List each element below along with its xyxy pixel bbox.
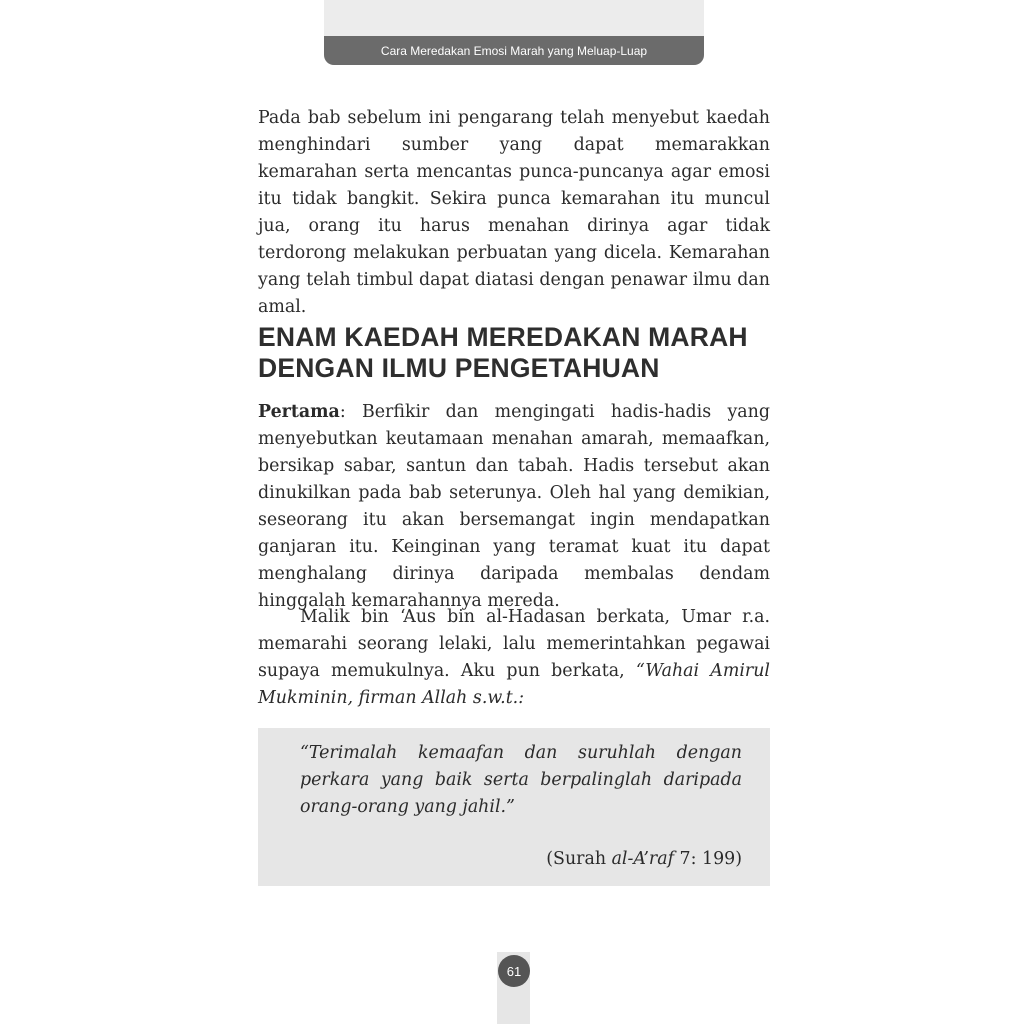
narration-paragraph [258, 604, 770, 712]
section-heading [258, 322, 770, 384]
running-header-title: Cara Meredakan Emosi Marah yang Meluap-Luap [324, 36, 704, 65]
running-header [324, 0, 704, 65]
quote-source-surah: al-A’raf [611, 849, 675, 869]
first-point-lead: Pertama [258, 402, 340, 422]
section-heading-line1: ENAM KAEDAH MEREDAKAN MARAH [258, 322, 748, 352]
quote-source [546, 846, 742, 873]
first-point-paragraph [258, 399, 770, 615]
narration-italic: “Wahai Amirul Mukminin, firman Allah s.w.t.: [258, 661, 770, 708]
quote-source-prefix: (Surah [546, 849, 612, 869]
quran-quote-box [258, 728, 770, 886]
quote-text: “Terimalah kemaafan dan suruhlah dengan perkara yang baik serta berpalinglah daripada orang-orang yang jahil.” [300, 743, 742, 817]
intro-paragraph: Pada bab sebelum ini pengarang telah menyebut kaedah menghindari sumber yang dapat memarakkan kemarahan serta mencantas punca-puncanya agar emosi itu tidak bangkit. Sekira punca kemarahan itu muncul jua, orang itu harus menahan dirinya agar tidak terdorong melakukan perbuatan yang dicela. Kemarahan yang telah timbul dapat diatasi dengan penawar ilmu dan amal. [258, 108, 770, 317]
first-point-text: : Berfikir dan mengingati hadis-hadis yang menyebutkan keutamaan menahan amarah, memaafkan, bersikap sabar, santun dan tabah. Hadis tersebut akan dinukilkan pada bab seterunya. Oleh hal yang demikian, seseorang itu akan bersemangat ingin mendapatkan ganjaran itu. Keinginan yang teramat kuat itu dapat menghalang dirinya daripada membalas dendam hinggalah kemarahannya mereda. [258, 402, 770, 611]
narration-text: Malik bin ‘Aus bin al-Hadasan berkata, Umar r.a. memarahi seorang lelaki, lalu memerintahkan pegawai supaya memukulnya. Aku pun berkata, [258, 607, 770, 681]
page-number: 61 [498, 955, 530, 987]
section-heading-line2: DENGAN ILMU PENGETAHUAN [258, 353, 660, 383]
quote-source-suffix: 7: 199) [674, 849, 742, 869]
